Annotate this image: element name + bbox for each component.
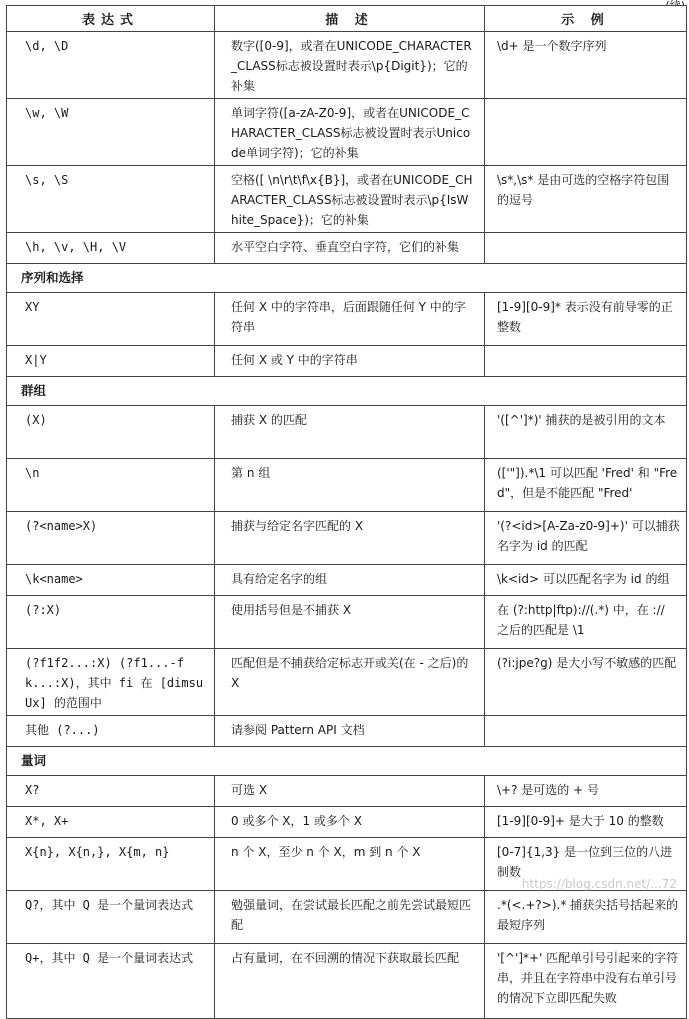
example-cell: 在 (?:http|ftp)://(.*) 中，在 :// 之后的匹配是 \1 [485,596,687,649]
table-header-row [7,6,687,32]
example-cell: [0-7]{1,3} 是一位到三位的八进制数 [485,838,687,891]
example-cell: \d+ 是一个数字序列 [485,32,687,99]
example-cell: '[^']*+' 匹配单引号引起来的字符串，并且在字符串中没有右单引号的情况下立即匹配失败 [485,944,687,1019]
expression-cell: X{n}, X{n,}, X{m, n} [7,838,215,891]
example-cell: [1-9][0-9]* 表示没有前导零的正整数 [485,293,687,346]
table-body [7,32,687,1019]
expression-cell: 其他 (?...) [7,716,215,747]
description-cell: 捕获与给定名字匹配的 X [215,512,485,565]
example-cell: \k<id> 可以匹配名字为 id 的组 [485,565,687,596]
expression-cell: \k<name> [7,565,215,596]
description-cell: 具有给定名字的组 [215,565,485,596]
description-cell: 可选 X [215,776,485,807]
expression-cell: XY [7,293,215,346]
header-expression: 表达式 [7,6,215,32]
expression-cell: X? [7,776,215,807]
section-row [7,264,687,293]
example-cell [485,233,687,264]
description-cell: 勉强量词，在尝试最长匹配之前先尝试最短匹配 [215,891,485,944]
table-row [7,166,687,233]
regex-syntax-table [6,5,687,1019]
header-example: 示 例 [485,6,687,32]
section-row [7,747,687,776]
table-row [7,716,687,747]
description-cell: 0 或多个 X，1 或多个 X [215,807,485,838]
example-cell [485,716,687,747]
description-cell: 匹配但是不捕获给定标志开或关(在 - 之后)的 X [215,649,485,716]
example-cell: \s*,\s* 是由可选的空格字符包围的逗号 [485,166,687,233]
example-cell: \+? 是可选的 + 号 [485,776,687,807]
expression-cell: (?:X) [7,596,215,649]
expression-cell: X|Y [7,346,215,377]
expression-cell: Q?，其中 Q 是一个量词表达式 [7,891,215,944]
expression-cell: Q+，其中 Q 是一个量词表达式 [7,944,215,1019]
description-cell: n 个 X，至少 n 个 X，m 到 n 个 X [215,838,485,891]
table-row [7,565,687,596]
example-cell: '(?<id>[A-Za-z0-9]+)' 可以捕获名字为 id 的匹配 [485,512,687,565]
description-cell: 第 n 组 [215,459,485,512]
description-cell: 数字([0-9]，或者在UNICODE_CHARACTER_CLASS标志被设置时表示\p{Digit})；它的补集 [215,32,485,99]
expression-cell: \h, \v, \H, \V [7,233,215,264]
example-cell [485,346,687,377]
expression-cell: (?<name>X) [7,512,215,565]
table-row [7,293,687,346]
description-cell: 占有量词，在不回溯的情况下获取最长匹配 [215,944,485,1019]
expression-cell: (X) [7,406,215,459]
example-cell: .*(<.+?>).* 捕获尖括号括起来的最短序列 [485,891,687,944]
table-row [7,406,687,459]
section-title: 群组 [7,377,687,406]
description-cell: 请参阅 Pattern API 文档 [215,716,485,747]
expression-cell: X*, X+ [7,807,215,838]
example-cell: [1-9][0-9]+ 是大于 10 的整数 [485,807,687,838]
table-row [7,944,687,1019]
table-row [7,891,687,944]
description-cell: 水平空白字符、垂直空白字符，它们的补集 [215,233,485,264]
expression-cell: (?f1f2...:X) (?f1...-fk...:X)，其中 fi 在 [dimsuUx] 的范围中 [7,649,215,716]
table-row [7,346,687,377]
section-title: 序列和选择 [7,264,687,293]
table-row [7,233,687,264]
expression-cell: \s, \S [7,166,215,233]
description-cell: 单词字符([a-zA-Z0-9]，或者在UNICODE_CHARACTER_CLASS标志被设置时表示Unicode单词字符)；它的补集 [215,99,485,166]
table-row [7,459,687,512]
expression-cell: \d, \D [7,32,215,99]
watermark: https://blog.csdn.net/...72 [521,877,677,891]
table-row [7,776,687,807]
section-title: 量词 [7,747,687,776]
table-row [7,596,687,649]
example-cell [485,99,687,166]
description-cell: 捕获 X 的匹配 [215,406,485,459]
description-cell: 空格([ \n\r\t\f\x{B}]，或者在UNICODE_CHARACTER_CLASS标志被设置时表示\p{IsWhite_Space})；它的补集 [215,166,485,233]
description-cell: 任何 X 中的字符串，后面跟随任何 Y 中的字符串 [215,293,485,346]
table-row [7,649,687,716]
table-row [7,512,687,565]
table-row [7,32,687,99]
description-cell: 使用括号但是不捕获 X [215,596,485,649]
expression-cell: \n [7,459,215,512]
example-cell: (?i:jpe?g) 是大小写不敏感的匹配 [485,649,687,716]
table-row [7,99,687,166]
header-description: 描 述 [215,6,485,32]
section-row [7,377,687,406]
table-row [7,807,687,838]
example-cell: (['"]).*\1 可以匹配 'Fred' 和 "Fred"，但是不能匹配 "Fred' [485,459,687,512]
expression-cell: \w, \W [7,99,215,166]
example-cell: '([^']*)' 捕获的是被引用的文本 [485,406,687,459]
description-cell: 任何 X 或 Y 中的字符串 [215,346,485,377]
